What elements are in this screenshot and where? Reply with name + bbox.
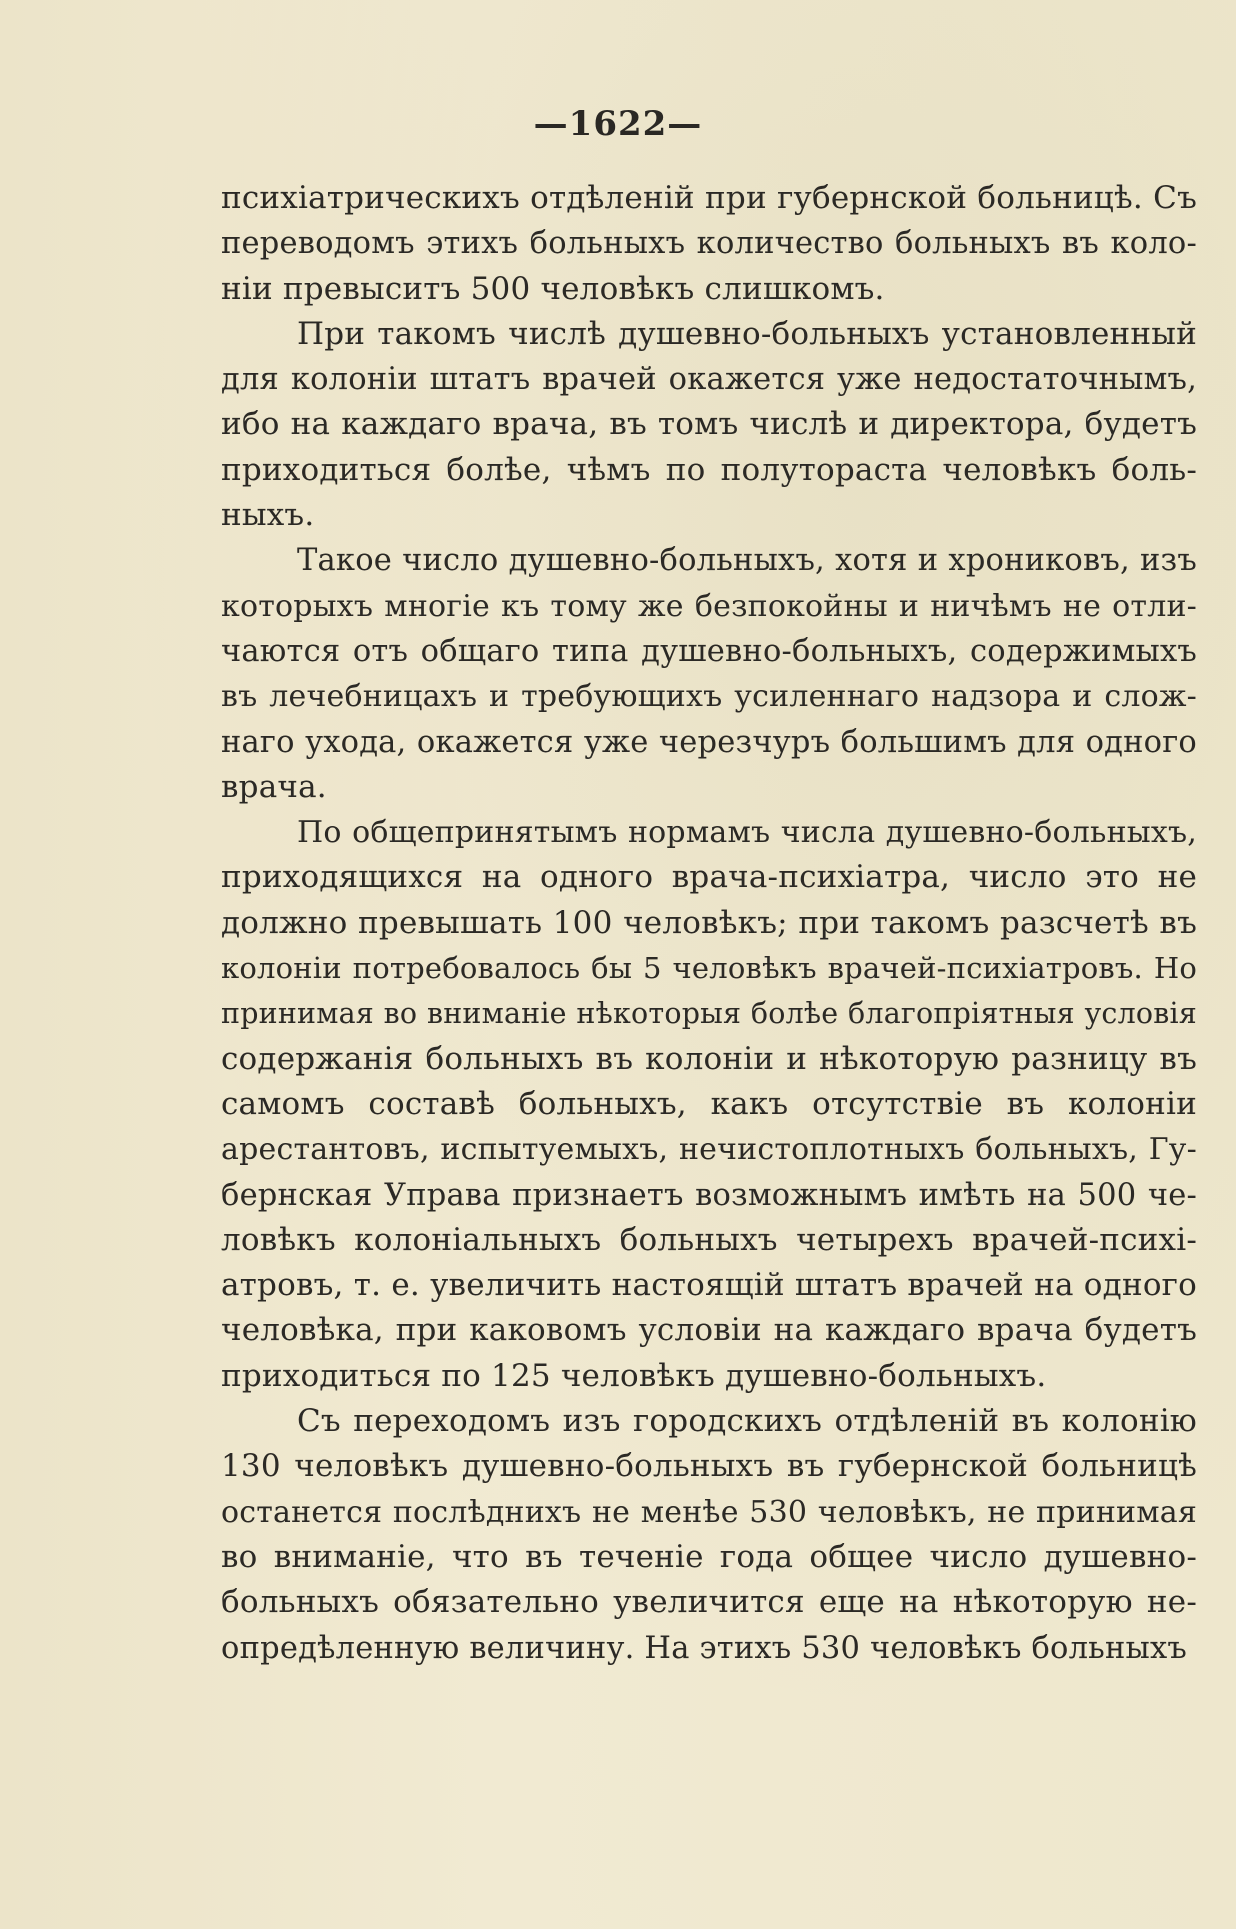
paragraph [221, 1399, 1197, 1671]
text-line: колоніи потребовалось бы 5 человѣкъ врачей-психіатровъ. Но [221, 951, 1197, 986]
text-line: психіатрическихъ отдѣленій при губернской больницѣ. Съ [221, 180, 1197, 216]
paragraph [221, 176, 1197, 312]
text-line: для колоніи штатъ врачей окажется уже недостаточнымъ, [221, 362, 1197, 398]
text-line: ніи превыситъ 500 человѣкъ слишкомъ. [221, 270, 885, 307]
paragraph [221, 810, 1197, 1399]
text-line: самомъ составѣ больныхъ, какъ отсутствіе въ колоніи [221, 1085, 1197, 1122]
text-line: бернская Управа признаетъ возможнымъ имѣть на 500 че- [221, 1177, 1197, 1213]
text-line: ныхъ. [221, 497, 315, 534]
text-line: останется послѣднихъ не менѣе 530 человѣкъ, не принимая [221, 1494, 1197, 1530]
text-line: Такое число душевно-больныхъ, хотя и хрониковъ, изъ [297, 543, 1197, 579]
text-line: переводомъ этихъ больныхъ количество больныхъ въ коло- [221, 226, 1197, 262]
text-line: ловѣкъ колоніальныхъ больныхъ четырехъ врачей-психі- [221, 1221, 1197, 1258]
text-line: во вниманіе, что въ теченіе года общее число душевно- [221, 1538, 1197, 1575]
text-line: человѣка, при каковомъ условіи на каждаго врача будетъ [221, 1312, 1197, 1349]
text-line: атровъ, т. е. увеличить настоящій штатъ врачей на одного [221, 1267, 1197, 1304]
text-line: должно превышать 100 человѣкъ; при такомъ разсчетѣ въ [221, 904, 1197, 941]
text-line: принимая во вниманіе нѣкоторыя болѣе благопріятныя условія [221, 997, 1197, 1031]
text-line: Съ переходомъ изъ городскихъ отдѣленій въ колонію [297, 1403, 1197, 1440]
paragraph [221, 538, 1197, 810]
text-line: При такомъ числѣ душевно-больныхъ установленный [297, 315, 1197, 352]
text-line: ибо на каждаго врача, въ томъ числѣ и директора, будетъ [221, 406, 1197, 443]
text-line: больныхъ обязательно увеличится еще на нѣкоторую не- [221, 1584, 1197, 1621]
text-line: 130 человѣкъ душевно-больныхъ въ губернской больницѣ [221, 1448, 1197, 1485]
text-line: По общепринятымъ нормамъ числа душевно-больныхъ, [297, 815, 1197, 851]
page-number: —1622— [533, 104, 703, 144]
text-line: приходиться по 125 человѣкъ душевно-больныхъ. [221, 1357, 1047, 1394]
body-text [221, 176, 1197, 1671]
text-line: приходящихся на одного врача-психіатра, число это не [221, 859, 1197, 896]
paragraph [221, 312, 1197, 538]
text-line: опредѣленную величину. На этихъ 530 человѣкъ больныхъ [221, 1630, 1187, 1666]
text-line: арестантовъ, испытуемыхъ, нечистоплотныхъ больныхъ, Гу- [221, 1132, 1197, 1168]
text-line: наго ухода, окажется уже черезчуръ большимъ для одного [221, 724, 1197, 760]
text-line: врача. [221, 768, 327, 805]
text-line: приходиться болѣе, чѣмъ по полутораста человѣкъ боль- [221, 451, 1197, 488]
text-line: чаются отъ общаго типа душевно-больныхъ, содержимыхъ [221, 633, 1197, 669]
text-line: въ лечебницахъ и требующихъ усиленнаго надзора и слож- [221, 679, 1197, 715]
text-line: содержанія больныхъ въ колоніи и нѣкоторую разницу въ [221, 1040, 1197, 1077]
text-line: которыхъ многіе къ тому же безпокойны и ничѣмъ не отли- [221, 588, 1197, 624]
